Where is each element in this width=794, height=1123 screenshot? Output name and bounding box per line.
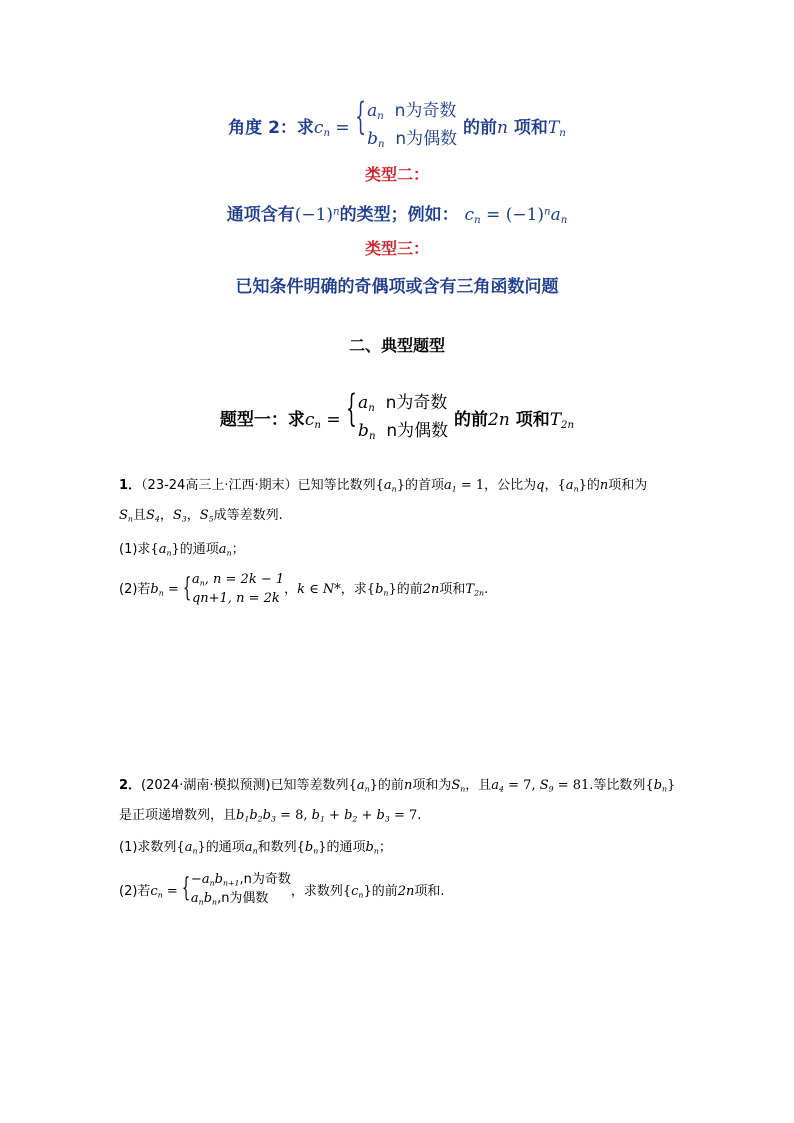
problem1-piecewise: { $a_n$, n = 2k − 1 qn+1, n = 2k — [182, 572, 285, 607]
question-type1-heading: 题型一：求$c_n$ = { $a_n$ n为奇数 $b_n$ n为偶数 的前2n 项和$T_{2n}$ — [0, 392, 794, 448]
neg-one-power: $(-1)^n$ — [294, 205, 340, 225]
problem2-part1: (1)求数列$\{a_n\}$的通项$a_n$和数列$\{b_n\}$的通项$b_n$； — [119, 840, 392, 856]
type2-heading: 类型二： — [364, 165, 429, 184]
problem1-line2: $S_n$且$S_4$，$S_3$，$S_5$成等差数列. — [119, 508, 283, 524]
angle2-prefix: 角度 2：求 — [228, 118, 314, 139]
problem2-piecewise: { $-a_nb_{n+1},n$为奇数 $a_nb_n,n$为偶数 — [181, 872, 291, 907]
problem1-part2: (2)若$b_n$ = { $a_n$, n = 2k − 1 qn+1, n = 2k ，k ∈ N*，求$\{b_n\}$的前2n项和$T_{2n}$. — [119, 572, 489, 607]
angle2-var: $c_n$ — [313, 118, 331, 140]
type2-text: 通项含有$(-1)^n$的类型；例如： $c_n = (-1)^na_n$ — [226, 205, 568, 227]
section-title: 二、典型题型 — [348, 336, 445, 355]
problem2-line1: 2．(2024·湖南·模拟预测)已知等差数列$\{a_n\}$的前n项和为$S_n$，且$a_4 = 7$, $S_9 = 81$.等比数列$\{b_n\}$ — [119, 778, 676, 794]
type3-text: 已知条件明确的奇偶项或含有三角函数问题 — [235, 277, 559, 297]
angle2-piecewise: { $a_n$ n为奇数 $b_n$ n为偶数 — [355, 96, 458, 151]
problem1-line1: 1．（23-24高三上·江西·期末）已知等比数列$\{a_n\}$的首项$a_1 = 1$，公比为q，$\{a_n\}$的n项和为 — [119, 478, 648, 494]
angle2-eq: = — [330, 118, 356, 139]
question-type1-piecewise: { $a_n$ n为奇数 $b_n$ n为偶数 — [346, 388, 449, 443]
problem2-part2: (2)若$c_n$ = { $-a_nb_{n+1},n$为奇数 $a_nb_n,n$为偶数 ，求数列$\{c_n\}$的前2n项和. — [119, 872, 445, 911]
angle2-heading: 角度 2：求$c_n$ = { $a_n$ n为奇数 $b_n$ n为偶数 的前n 项和$T_n$ — [0, 100, 794, 156]
type3-heading: 类型三： — [364, 239, 429, 258]
problem2-line2: 是正项递增数列，且$b_1b_2b_3 = 8$, $b_1 + b_2 + b_3 = 7$. — [119, 808, 422, 824]
problem1-part1: (1)求$\{a_n\}$的通项$a_n$； — [119, 542, 245, 558]
